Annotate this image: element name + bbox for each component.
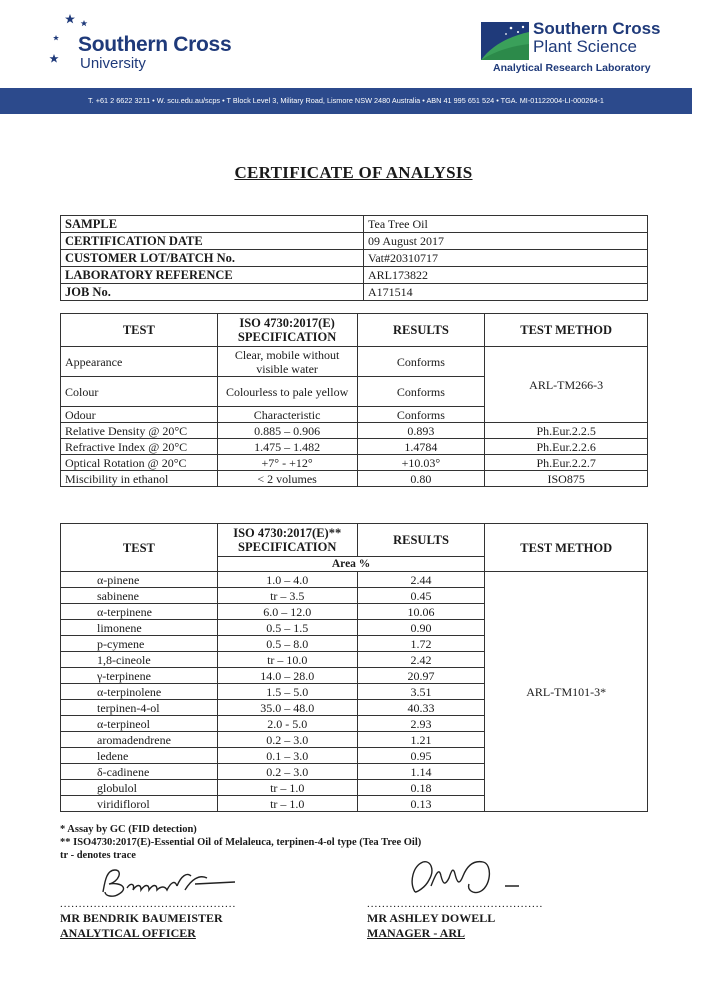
scps-logo-icon [481,22,529,60]
document-title: CERTIFICATE OF ANALYSIS [234,163,473,182]
test-name: Refractive Index @ 20°C [61,439,218,455]
test-spec: 1.475 – 1.482 [217,439,357,455]
component-result: 0.95 [357,748,485,764]
footnote-iso: ** ISO4730:2017(E)-Essential Oil of Melaleuca, terpinen-4-ol type (Tea Tree Oil) [60,837,422,848]
table-row [61,284,648,301]
test-result: Conforms [357,347,485,377]
component-name: aromadendrene [61,732,218,748]
component-spec: 6.0 – 12.0 [217,604,357,620]
footnotes [60,823,421,862]
component-spec: 0.5 – 1.5 [217,620,357,636]
component-result: 10.06 [357,604,485,620]
test-result: 1.4784 [357,439,485,455]
spec-header: ISO 4730:2017(E)** SPECIFICATION [217,524,357,557]
lab-reference-value: ARL173822 [364,267,648,284]
footnote-trace: tr - denotes trace [60,850,136,861]
component-spec: 0.2 – 3.0 [217,732,357,748]
component-spec: 1.5 – 5.0 [217,684,357,700]
table-row [61,471,648,487]
test-name: Miscibility in ethanol [61,471,218,487]
component-result: 2.44 [357,572,485,588]
test-spec: Characteristic [217,407,357,423]
test-method: ISO875 [485,471,648,487]
test-method: Ph.Eur.2.2.6 [485,439,648,455]
test-name: Colour [61,377,218,407]
test-result: Conforms [357,407,485,423]
component-spec: 2.0 - 5.0 [217,716,357,732]
test-name: Relative Density @ 20°C [61,423,218,439]
component-name: viridiflorol [61,796,218,812]
component-result: 0.45 [357,588,485,604]
results-header: RESULTS [357,314,485,347]
component-name: α-terpinene [61,604,218,620]
job-no-value: A171514 [364,284,648,301]
component-name: γ-terpinene [61,668,218,684]
component-result: 0.90 [357,620,485,636]
signature-line: ............................................... [60,898,237,910]
scps-lab-name: Analytical Research Laboratory [493,62,651,74]
composition-table [60,523,648,812]
officer-name: MR BENDRIK BAUMEISTER [60,911,223,925]
component-name: ledene [61,748,218,764]
manager-role: MANAGER - ARL [367,926,465,940]
component-spec: 0.5 – 8.0 [217,636,357,652]
certification-date-label: CERTIFICATION DATE [61,233,364,250]
job-no-label: JOB No. [61,284,364,301]
test-result: 0.80 [357,471,485,487]
component-name: 1,8-cineole [61,652,218,668]
test-name: Odour [61,407,218,423]
scu-subtitle: University [80,55,146,72]
test-result: Conforms [357,377,485,407]
spec-header: ISO 4730:2017(E) SPECIFICATION [217,314,357,347]
method-header: TEST METHOD [485,314,648,347]
table-header-row [61,314,648,347]
table-header-row [61,524,648,557]
lot-batch-value: Vat#20310717 [364,250,648,267]
component-name: α-terpinolene [61,684,218,700]
component-spec: 0.2 – 3.0 [217,764,357,780]
component-name: limonene [61,620,218,636]
table-row [61,423,648,439]
component-spec: 35.0 – 48.0 [217,700,357,716]
lab-reference-label: LABORATORY REFERENCE [61,267,364,284]
results-header: RESULTS [357,524,485,557]
component-spec: 1.0 – 4.0 [217,572,357,588]
footnote-assay: * Assay by GC (FID detection) [60,824,197,835]
component-result: 20.97 [357,668,485,684]
contact-bar: T. +61 2 6622 3211 • W. scu.edu.au/scps • T Block Level 3, Military Road, Lismore NSW 2480 Australia • ABN 41 995 651 524 • TGA. MI-01122004-LI-000264-1 [0,88,692,114]
component-name: α-pinene [61,572,218,588]
component-name: globulol [61,780,218,796]
table-row [61,216,648,233]
test-spec: < 2 volumes [217,471,357,487]
lot-batch-label: CUSTOMER LOT/BATCH No. [61,250,364,267]
component-spec: 14.0 – 28.0 [217,668,357,684]
test-result: +10.03° [357,455,485,471]
component-spec: tr – 3.5 [217,588,357,604]
composition-method: ARL-TM101-3* [485,572,648,812]
component-result: 2.93 [357,716,485,732]
test-spec: +7° - +12° [217,455,357,471]
table-row [61,250,648,267]
sample-value: Tea Tree Oil [364,216,648,233]
component-name: δ-cadinene [61,764,218,780]
sample-info-table [60,215,648,301]
method-header: TEST METHOD [485,524,648,572]
component-spec: tr – 10.0 [217,652,357,668]
test-result: 0.893 [357,423,485,439]
table-row [61,455,648,471]
test-spec: Clear, mobile without visible water [217,347,357,377]
table-row [61,572,648,588]
component-result: 0.18 [357,780,485,796]
signature-line: ............................................... [367,898,544,910]
component-spec: 0.1 – 3.0 [217,748,357,764]
component-result: 40.33 [357,700,485,716]
test-name: Appearance [61,347,218,377]
component-name: terpinen-4-ol [61,700,218,716]
physical-tests-table [60,313,648,487]
sample-label: SAMPLE [61,216,364,233]
component-spec: tr – 1.0 [217,780,357,796]
component-name: p-cymene [61,636,218,652]
test-header: TEST [61,524,218,572]
table-row [61,439,648,455]
table-row [61,267,648,284]
scps-name-line2: Plant Science [533,37,637,56]
test-method: Ph.Eur.2.2.7 [485,455,648,471]
signature-dowell-icon [395,852,535,904]
scu-name: Southern Cross [78,33,232,56]
test-spec: Colourless to pale yellow [217,377,357,407]
table-row [61,347,648,377]
test-name: Optical Rotation @ 20°C [61,455,218,471]
component-result: 1.72 [357,636,485,652]
component-name: sabinene [61,588,218,604]
scps-name-line1: Southern Cross [533,19,661,38]
certification-date-value: 09 August 2017 [364,233,648,250]
component-name: α-terpineol [61,716,218,732]
officer-role: ANALYTICAL OFFICER [60,926,196,940]
component-result: 1.21 [357,732,485,748]
component-result: 0.13 [357,796,485,812]
component-result: 2.42 [357,652,485,668]
test-method: Ph.Eur.2.2.5 [485,423,648,439]
component-result: 3.51 [357,684,485,700]
component-result: 1.14 [357,764,485,780]
test-spec: 0.885 – 0.906 [217,423,357,439]
component-spec: tr – 1.0 [217,796,357,812]
test-header: TEST [61,314,218,347]
unit-header: Area % [217,557,485,572]
table-row [61,233,648,250]
test-method: ARL-TM266-3 [485,347,648,423]
manager-name: MR ASHLEY DOWELL [367,911,496,925]
